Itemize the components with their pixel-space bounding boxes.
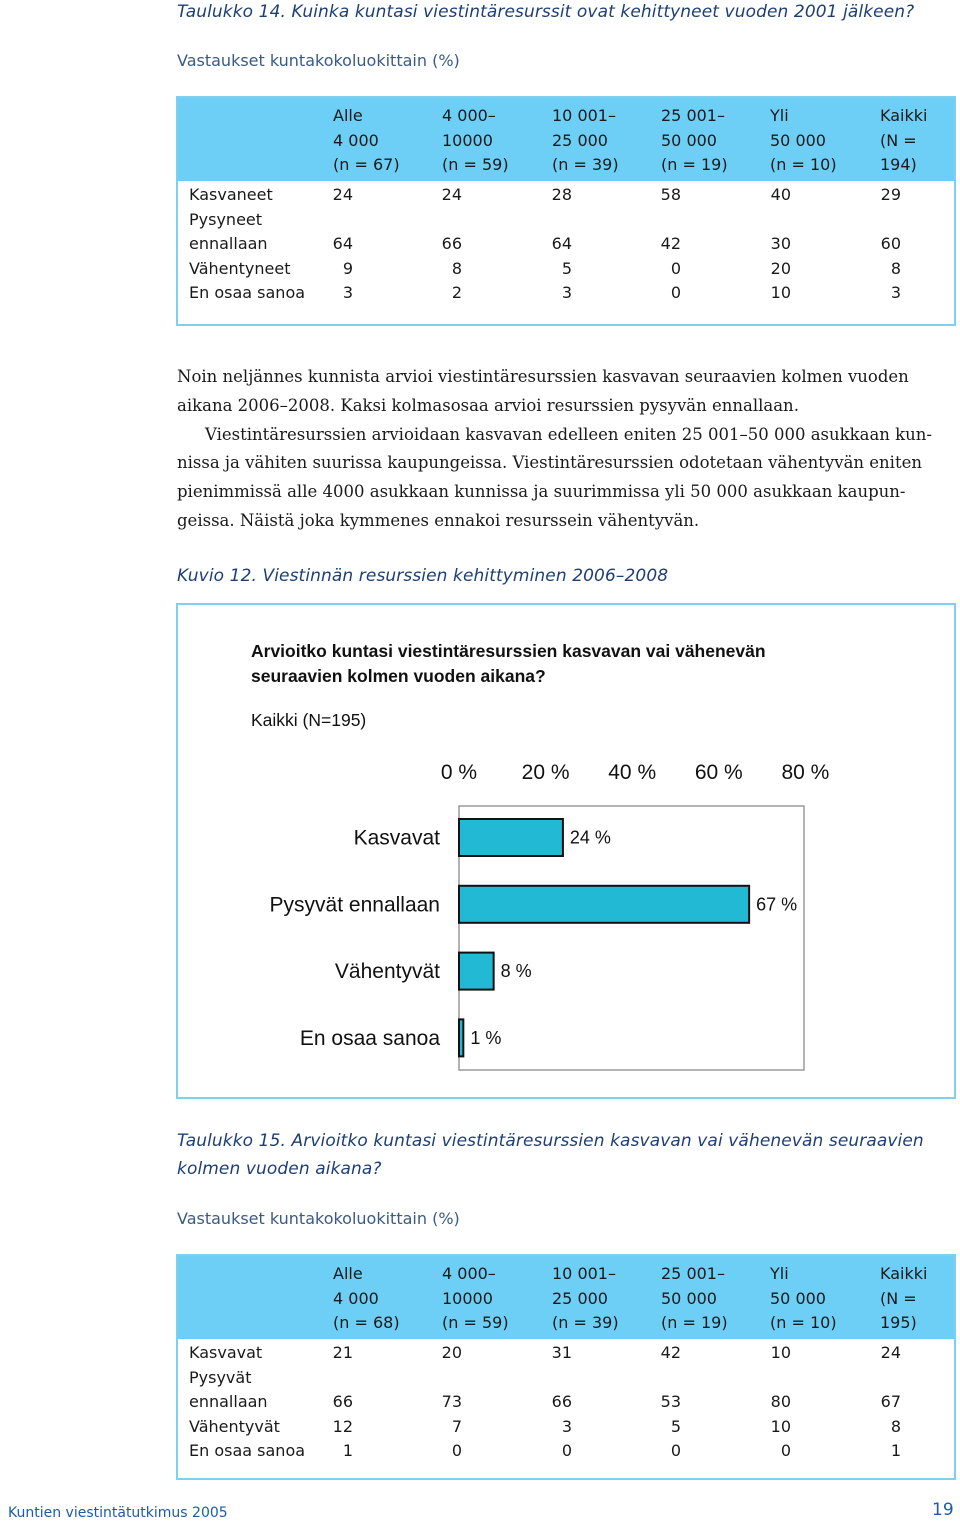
table-cell: 10 — [770, 1416, 791, 1436]
row-label: Pysyvät — [189, 1367, 252, 1387]
table-cell: 8 — [890, 258, 901, 278]
column-header: (n = 19) — [661, 155, 728, 174]
table15-title-line-1: Taulukko 15. Arvioitko kuntasi viestintäresurssien kasvavan vai vähenevän seuraavien — [177, 1131, 924, 1151]
table-cell: 0 — [451, 1441, 462, 1460]
column-header: (N = — [880, 130, 917, 150]
paragraph-1-line-2: aikana 2006–2008. Kaksi kolmasosaa arvioi resurssien pysyvän ennallaan. — [177, 395, 799, 415]
x-tick-label: 20 % — [521, 761, 570, 784]
table-cell: 58 — [660, 185, 681, 204]
column-header: Kaikki — [880, 1264, 928, 1283]
data-label: 67 % — [756, 894, 798, 915]
table-cell: 10 — [770, 1343, 791, 1362]
column-header: (n = 67) — [333, 155, 400, 174]
column-header: (n = 10) — [770, 155, 837, 174]
table-cell: 66 — [441, 234, 462, 253]
x-tick-label: 0 % — [440, 761, 478, 784]
table-cell: 21 — [332, 1343, 353, 1362]
table15-title-line-2: kolmen vuoden aikana? — [177, 1159, 382, 1179]
data-label: 1 % — [470, 1027, 502, 1048]
category-label: Kasvavat — [353, 826, 440, 850]
table-cell: 3 — [342, 283, 353, 302]
row-label: Kasvavat — [189, 1343, 263, 1362]
table-cell: 0 — [670, 283, 681, 302]
table-cell: 3 — [561, 1416, 572, 1436]
column-header: 10 001– — [552, 106, 616, 125]
category-label: Vähentyvät — [334, 960, 440, 984]
column-header: 195) — [880, 1313, 917, 1332]
table-cell: 2 — [451, 283, 462, 302]
table-cell: 60 — [880, 234, 901, 253]
column-header: 10 001– — [552, 1264, 616, 1283]
bar — [459, 953, 494, 990]
bar — [459, 1019, 463, 1056]
row-label: Vähentyvät — [189, 1416, 280, 1436]
column-header: 25 001– — [661, 106, 725, 125]
table-cell: 42 — [660, 1343, 681, 1362]
table-cell: 28 — [551, 185, 572, 204]
table15-subtitle: Vastaukset kuntakokoluokittain (%) — [177, 1209, 460, 1228]
table-cell: 30 — [770, 234, 791, 253]
table-cell: 1 — [890, 1441, 901, 1460]
chart-title-line-1: Arvioitko kuntasi viestintäresurssien kasvavan vai vähenevän — [251, 641, 766, 661]
table-cell: 8 — [890, 1416, 901, 1436]
table-cell: 9 — [342, 258, 353, 278]
category-label: Pysyvät ennallaan — [269, 893, 440, 917]
table-cell: 31 — [551, 1343, 572, 1362]
column-header: (n = 39) — [552, 155, 619, 174]
footer-publication: Kuntien viestintätutkimus 2005 — [8, 1505, 228, 1521]
column-header: 4 000 — [333, 130, 379, 150]
column-header: (n = 59) — [442, 1313, 509, 1332]
table-cell: 0 — [670, 258, 681, 278]
chart-title-line-2: seuraavien kolmen vuoden aikana? — [251, 666, 546, 686]
row-label: Kasvaneet — [189, 185, 273, 204]
table-cell: 24 — [441, 185, 462, 204]
column-header: Alle — [333, 106, 363, 125]
table-cell: 64 — [551, 234, 572, 253]
row-label: En osaa sanoa — [189, 1441, 306, 1460]
column-header: (n = 39) — [552, 1313, 619, 1332]
column-header: 4 000 — [333, 1288, 379, 1308]
column-header: 50 000 — [661, 1288, 717, 1308]
page-number: 19 — [932, 1500, 954, 1520]
row-label: Pysyneet — [189, 209, 263, 229]
table14-title: Taulukko 14. Kuinka kuntasi viestintäresurssit ovat kehittyneet vuoden 2001 jälkeen? — [177, 2, 915, 22]
table-cell: 24 — [880, 1343, 901, 1362]
column-header: 50 000 — [661, 130, 717, 150]
table-cell: 3 — [890, 283, 901, 302]
table-cell: 64 — [332, 234, 353, 253]
column-header: Yli — [770, 1264, 789, 1283]
table-cell: 0 — [561, 1441, 572, 1460]
bar — [459, 819, 563, 856]
table-cell: 67 — [880, 1392, 901, 1411]
column-header: 4 000– — [442, 106, 496, 125]
column-header: 25 000 — [552, 130, 608, 150]
table-cell: 1 — [342, 1441, 353, 1460]
row-label: En osaa sanoa — [189, 283, 306, 302]
table-cell: 8 — [451, 258, 462, 278]
column-header: 10000 — [442, 1288, 493, 1308]
table-cell: 42 — [660, 234, 681, 253]
row-label: ennallaan — [189, 1392, 268, 1411]
column-header: (n = 59) — [442, 155, 509, 174]
table-cell: 80 — [770, 1392, 791, 1411]
column-header: 10000 — [442, 130, 493, 150]
column-header: 50 000 — [770, 130, 826, 150]
figure12-caption: Kuvio 12. Viestinnän resurssien kehittyminen 2006–2008 — [177, 566, 669, 586]
category-label: En osaa sanoa — [299, 1026, 440, 1050]
x-tick-label: 60 % — [694, 761, 743, 784]
column-header: 50 000 — [770, 1288, 826, 1308]
column-header: 194) — [880, 155, 917, 174]
table-cell: 66 — [332, 1392, 353, 1411]
table-cell: 10 — [770, 283, 791, 302]
table15-title — [177, 1127, 924, 1183]
paragraph-1-line-1: Noin neljännes kunnista arvioi viestintäresurssien kasvavan seuraavien kolmen vuoden — [177, 367, 909, 386]
x-tick-label: 80 % — [781, 761, 830, 784]
x-tick-label: 40 % — [608, 761, 657, 784]
paragraph-2-line-3: pienimmissä alle 4000 asukkaan kunnissa ja suurimmissa yli 50 000 asukkaan kaupun- — [177, 482, 906, 502]
paragraph-2-line-2: nissa ja vähiten suurissa kaupungeissa. Viestintäresurssien odotetaan vähentyvän eniten — [177, 453, 922, 473]
paragraph-2-line-1: Viestintäresurssien arvioidaan kasvavan edelleen eniten 25 001–50 000 asukkaan kun- — [205, 424, 932, 444]
table14-subtitle: Vastaukset kuntakokoluokittain (%) — [177, 51, 460, 70]
table-cell: 53 — [660, 1392, 681, 1411]
column-header: (n = 10) — [770, 1313, 837, 1332]
table-cell: 73 — [441, 1392, 462, 1411]
bar — [459, 886, 749, 923]
column-header: Alle — [333, 1264, 363, 1283]
table-cell: 24 — [332, 185, 353, 204]
table-cell: 0 — [780, 1441, 791, 1460]
column-header: 25 000 — [552, 1288, 608, 1308]
data-label: 24 % — [569, 827, 611, 848]
table-cell: 66 — [551, 1392, 572, 1411]
table15 — [176, 1254, 956, 1480]
table-cell: 20 — [770, 258, 791, 278]
column-header: 25 001– — [661, 1264, 725, 1283]
table-cell: 5 — [561, 258, 572, 278]
table-cell: 40 — [770, 185, 791, 204]
paragraph-2-line-4: geissa. Näistä joka kymmenes ennakoi resurssein vähentyvän. — [177, 510, 700, 530]
column-header: Kaikki — [880, 106, 928, 125]
table-cell: 7 — [451, 1416, 462, 1436]
table-cell: 0 — [670, 1441, 681, 1460]
table-cell: 20 — [441, 1343, 462, 1362]
row-label: ennallaan — [189, 234, 268, 253]
table-cell: 12 — [332, 1416, 353, 1436]
column-header: 4 000– — [442, 1264, 496, 1283]
data-label: 8 % — [500, 961, 532, 982]
table-cell: 3 — [561, 283, 572, 302]
column-header: Yli — [770, 106, 789, 125]
table-cell: 5 — [670, 1416, 681, 1436]
column-header: (n = 19) — [661, 1313, 728, 1332]
table-cell: 29 — [880, 185, 901, 204]
column-header: (n = 68) — [333, 1313, 400, 1332]
chart-subtitle: Kaikki (N=195) — [251, 710, 367, 730]
row-label: Vähentyneet — [189, 258, 291, 278]
column-header: (N = — [880, 1288, 917, 1308]
